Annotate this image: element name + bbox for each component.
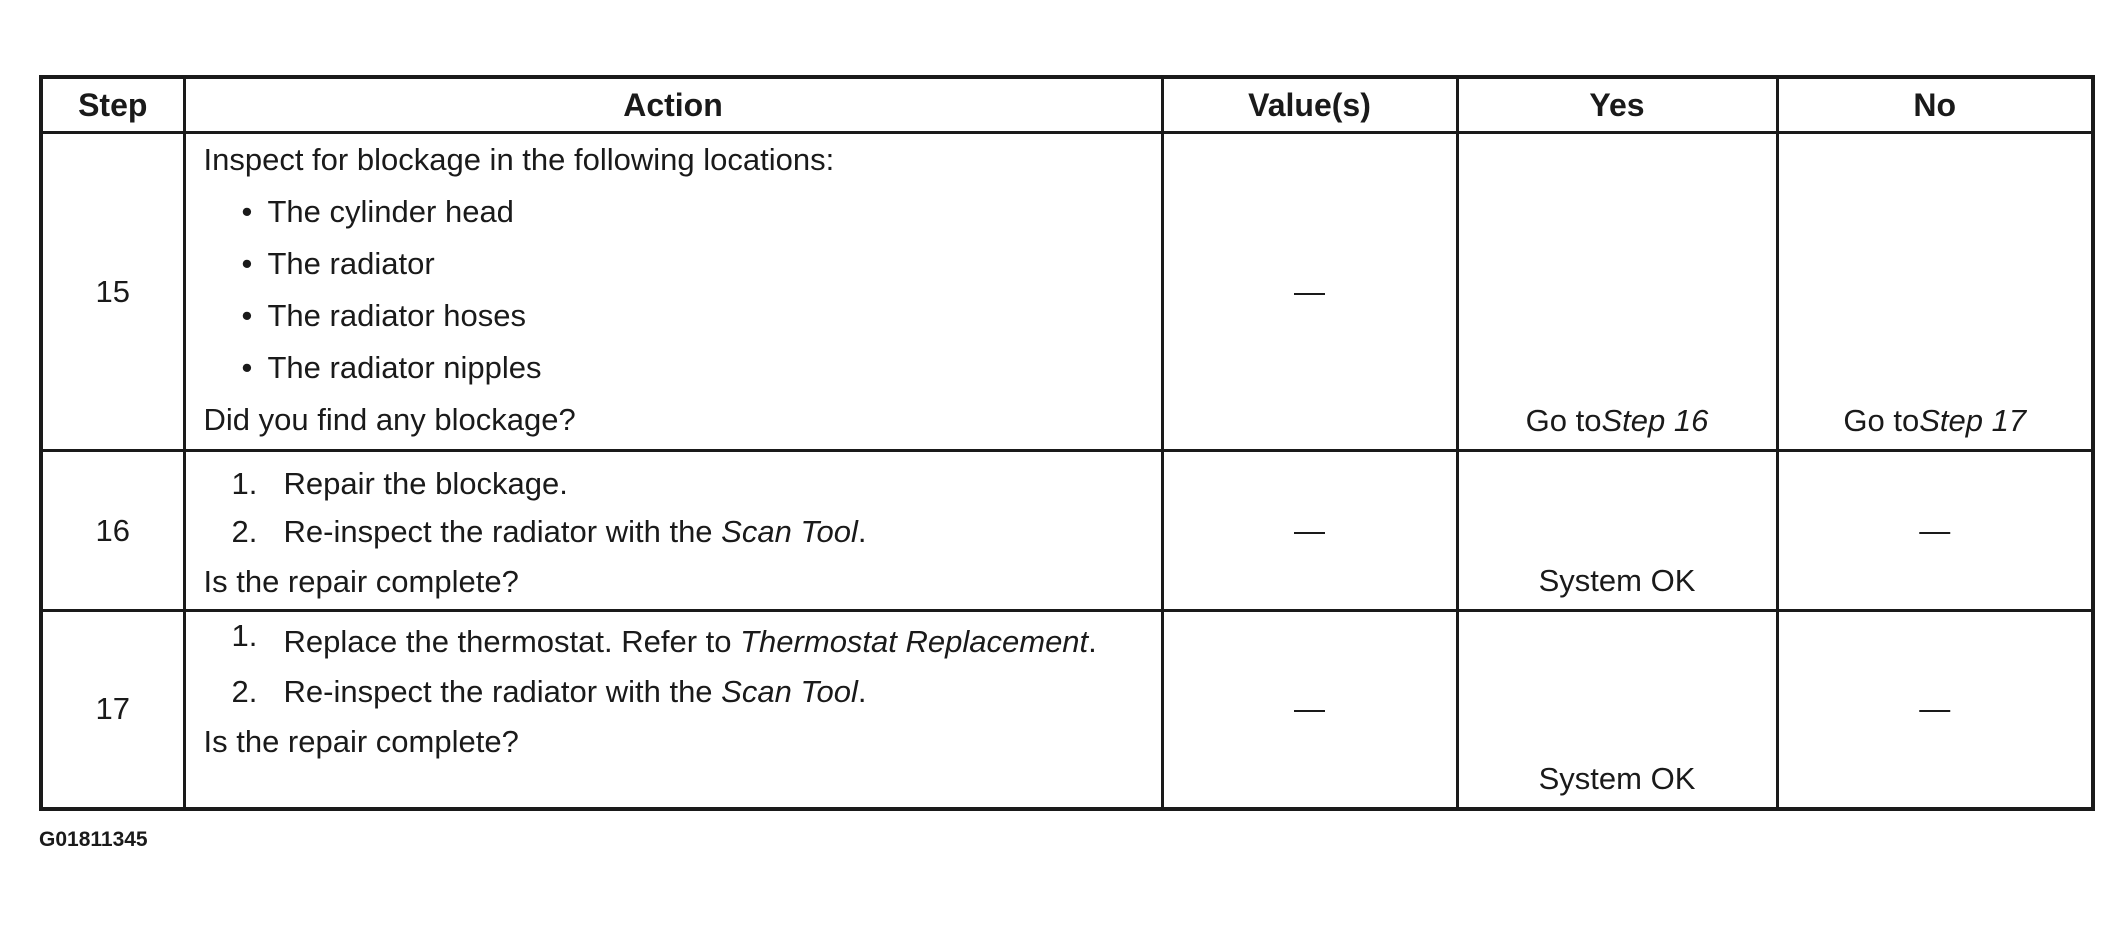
bullet-icon: • <box>241 246 253 281</box>
scan-tool-reference[interactable]: Scan Tool <box>721 674 858 709</box>
bullet-icon: • <box>241 298 253 333</box>
list-item: 1. Repair the blockage. <box>231 466 568 501</box>
header-row <box>41 77 2093 133</box>
numbered-list <box>204 452 1143 556</box>
list-item: 2. Re-inspect the radiator with the Scan Tool. <box>231 514 867 549</box>
list-item: • The radiator nipples <box>204 342 1143 394</box>
step-number: 17 <box>41 611 184 809</box>
list-item: • The radiator <box>204 238 1143 290</box>
yes-cell: System OK <box>1457 611 1777 809</box>
bullet-icon: • <box>241 350 253 385</box>
header-action: Action <box>184 77 1162 133</box>
action-question: Is the repair complete? <box>203 564 519 599</box>
header-no: No <box>1777 77 2093 133</box>
action-cell <box>184 451 1162 611</box>
table-row <box>41 451 2093 611</box>
step-reference-link[interactable]: Step 16 <box>1601 403 1709 438</box>
bullet-icon: • <box>241 194 253 229</box>
list-item: 2. Re-inspect the radiator with the Scan Tool. <box>231 674 867 709</box>
yes-cell: System OK <box>1457 451 1777 611</box>
action-question: Is the repair complete? <box>203 724 519 759</box>
no-cell: — <box>1777 611 2093 809</box>
table-row <box>41 611 2093 809</box>
action-intro: Inspect for blockage in the following locations: <box>203 142 835 177</box>
step-number: 16 <box>41 451 184 611</box>
action-cell <box>184 133 1162 451</box>
header-step: Step <box>41 77 184 133</box>
numbered-list <box>204 612 1143 716</box>
values-cell: — <box>1162 451 1457 611</box>
header-values: Value(s) <box>1162 77 1457 133</box>
no-cell: Go toStep 17 <box>1777 133 2093 451</box>
step-reference-link[interactable]: Step 17 <box>1919 403 2027 438</box>
values-cell: — <box>1162 611 1457 809</box>
diagnostic-table <box>39 75 2095 811</box>
action-question: Did you find any blockage? <box>203 402 576 437</box>
figure-id: G01811345 <box>39 828 148 851</box>
list-item: 1. Replace the thermostat. Refer to Thermostat Replacement. <box>231 618 1097 659</box>
action-cell <box>184 611 1162 809</box>
header-yes: Yes <box>1457 77 1777 133</box>
values-cell: — <box>1162 133 1457 451</box>
bullet-list <box>204 186 1143 394</box>
list-item: • The radiator hoses <box>204 290 1143 342</box>
no-cell: — <box>1777 451 2093 611</box>
list-item: • The cylinder head <box>204 186 1143 238</box>
scan-tool-reference[interactable]: Scan Tool <box>721 514 858 549</box>
step-number: 15 <box>41 133 184 451</box>
thermostat-replacement-reference[interactable]: Thermostat Replacement <box>740 624 1089 659</box>
table-row <box>41 133 2093 451</box>
yes-cell: Go toStep 16 <box>1457 133 1777 451</box>
